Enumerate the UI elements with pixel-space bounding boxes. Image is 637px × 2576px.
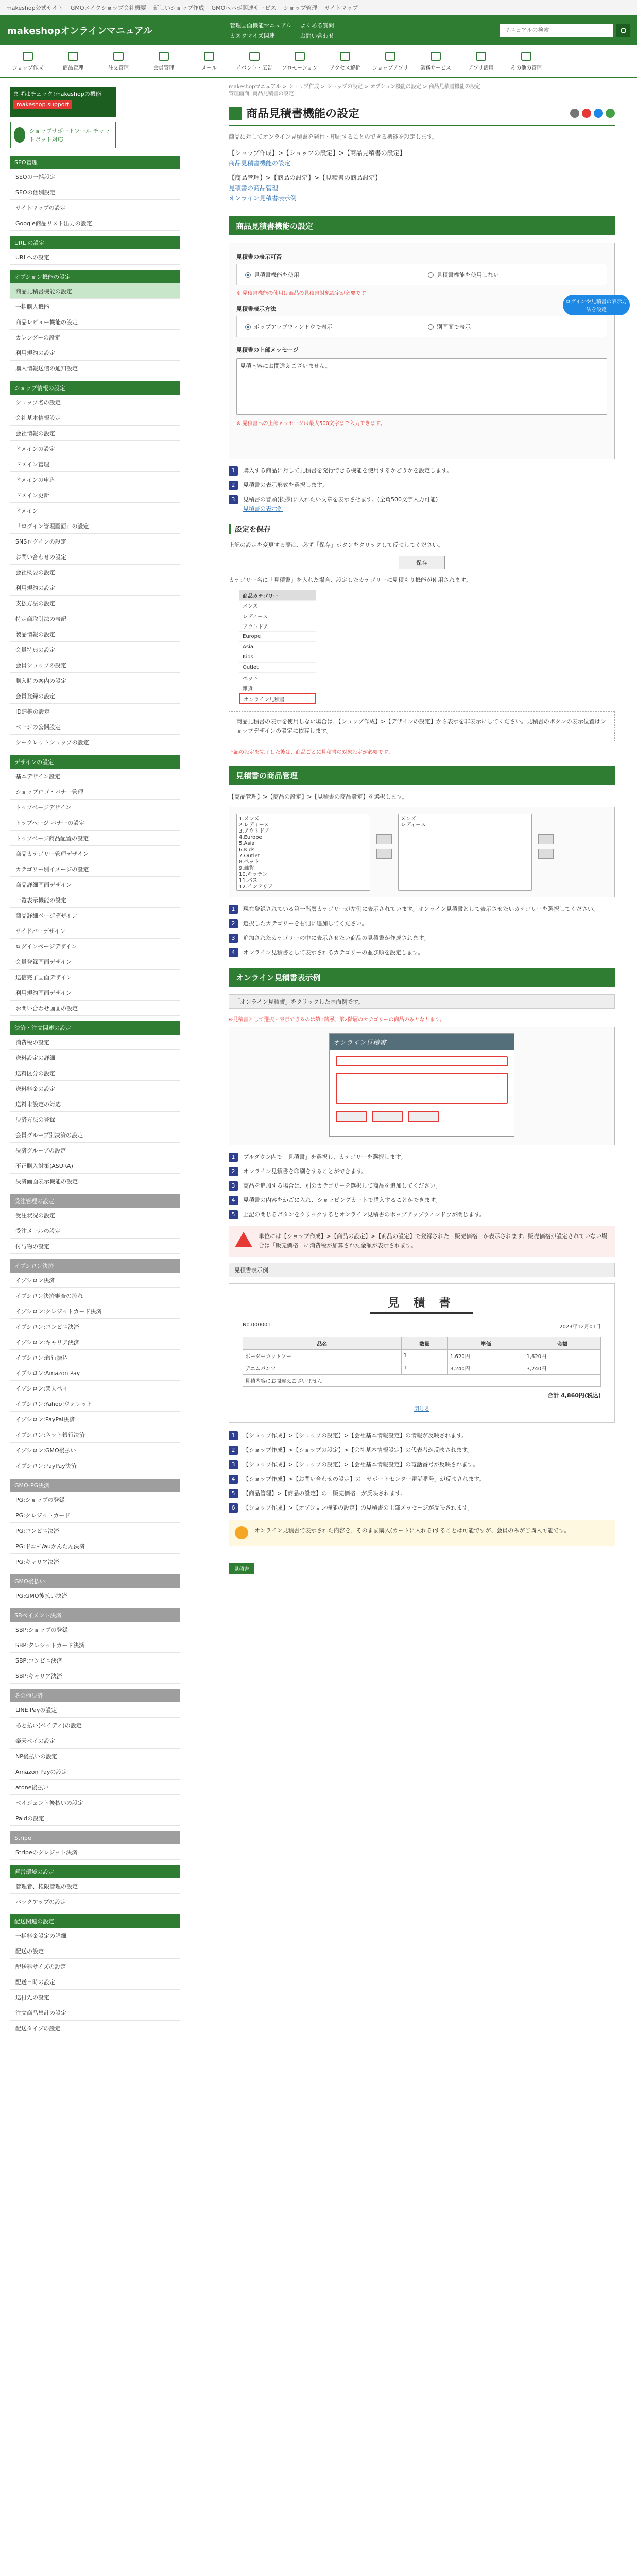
sidebar-item[interactable]: 配送料サイズの設定: [10, 1959, 180, 1974]
nav-item[interactable]: 商品管理: [50, 45, 96, 77]
example-caption: 「オンライン見積書」をクリックした画面例です。: [229, 994, 615, 1009]
sidebar-item[interactable]: Paidの設定: [10, 1810, 180, 1826]
sidebar-group-heading[interactable]: 決済・注文関連の設定: [10, 1021, 180, 1035]
nav-icon: [521, 52, 531, 61]
sidebar-group-heading[interactable]: 受注管理の設定: [10, 1194, 180, 1208]
sidebar-group-heading[interactable]: GMO後払い: [10, 1574, 180, 1588]
sidebar-item[interactable]: SBP:ショップの登録: [10, 1622, 180, 1637]
sidebar-item[interactable]: 商品カテゴリー管理デザイン: [10, 846, 180, 861]
sidebar-item[interactable]: SEOの個別設定: [10, 184, 180, 200]
sidebar-group-heading[interactable]: URL の設定: [10, 236, 180, 249]
nav-icon: [385, 52, 395, 61]
site-logo[interactable]: makeshopオンラインマニュアル: [7, 26, 153, 37]
nav-icon: [23, 52, 33, 61]
estimate-table: 品名 数量 単価 金額 ボーダーカットソー 1 1,620円 1,620円 デニムパンツ 1 3,240円 3,240円 見積内容にお間違えございません。: [243, 1337, 601, 1387]
nav-icon: [249, 52, 260, 61]
sidebar-item[interactable]: 不正購入対策(ASURA): [10, 1158, 180, 1174]
sidebar-item[interactable]: 会員登録の設定: [10, 688, 180, 704]
top-link[interactable]: GMOメイクショップ会社概要: [70, 4, 146, 11]
sidebar-item[interactable]: 会社情報の設定: [10, 426, 180, 441]
header-links: [230, 21, 334, 40]
radio-nouse[interactable]: 見積書機能を使用しない: [424, 268, 602, 281]
tag-label[interactable]: 見積書: [229, 1563, 254, 1574]
category-list: 商品カテゴリー メンズ レディース アウトドア Europe Asia Kids Outlet ペット 雑貨 オンライン見積書: [239, 590, 316, 704]
sidebar-item[interactable]: 配送日時の設定: [10, 1974, 180, 1990]
sidebar-item[interactable]: イプシロン決済: [10, 1273, 180, 1288]
sidebar-item[interactable]: 送付先の設定: [10, 1990, 180, 2005]
sidebar-item[interactable]: トップページ商品配置の設定: [10, 831, 180, 846]
sample-caption: 見積書表示例: [229, 1263, 615, 1277]
sidebar-item[interactable]: イプシロン:Yahoo!ウォレット: [10, 1396, 180, 1412]
message-textarea[interactable]: 見積内容にお間違えございません。: [236, 358, 607, 415]
list-item[interactable]: ペット: [239, 673, 316, 683]
sidebar-item[interactable]: 一覧表示機能の設定: [10, 892, 180, 908]
popup-title: オンライン見積書: [330, 1034, 514, 1050]
search-button[interactable]: [616, 24, 630, 37]
sidebar-item[interactable]: 一括料金設定の詳細: [10, 1928, 180, 1943]
save-button[interactable]: 保存: [399, 556, 445, 569]
close-link[interactable]: 閉じる: [414, 1406, 429, 1412]
breadcrumb: makeshopマニュアル > ショップ作成 > ショップの設定 > オプション機能の設定 > 商品見積書機能の設定 管理画面: 商品見積書の設定: [229, 84, 480, 97]
sidebar-item[interactable]: SBP:キャリア決済: [10, 1668, 180, 1684]
nav-icon: [476, 52, 486, 61]
sidebar-item[interactable]: 配送タイプの設定: [10, 2021, 180, 2036]
sidebar-item[interactable]: 購入時の案内の設定: [10, 673, 180, 688]
nav-item[interactable]: 会員管理: [141, 45, 186, 77]
sidebar-item[interactable]: 利用規約画面デザイン: [10, 985, 180, 1001]
sidebar-item[interactable]: 会社概要の設定: [10, 565, 180, 580]
sidebar-item[interactable]: シークレットショップの設定: [10, 735, 180, 750]
category-select-screenshot: [229, 807, 615, 897]
sidebar-group-heading[interactable]: 運営環境の設定: [10, 1865, 180, 1878]
list-item[interactable]: Outlet: [239, 663, 316, 673]
selected-category-list[interactable]: メンズ レディース: [398, 814, 532, 891]
sidebar-item[interactable]: イプシロン:ネット銀行決済: [10, 1427, 180, 1443]
sidebar-item[interactable]: 注文商品集計の設定: [10, 2005, 180, 2021]
sidebar-item[interactable]: SEOの一括設定: [10, 169, 180, 184]
sidebar-item[interactable]: 購入情報送信の通知設定: [10, 361, 180, 376]
sidebar-item[interactable]: イプシロン:GMO後払い: [10, 1443, 180, 1458]
add-to-cart-button[interactable]: [372, 1111, 403, 1122]
sidebar-item[interactable]: PG:GMO後払い決済: [10, 1588, 180, 1603]
sidebar-item[interactable]: 製品情報の設定: [10, 626, 180, 642]
sidebar-item[interactable]: PG:キャリア決済: [10, 1554, 180, 1569]
sidebar-item[interactable]: Stripeのクレジット決済: [10, 1844, 180, 1860]
title-bar: [229, 105, 615, 126]
sidebar-group-heading[interactable]: イプシロン決済: [10, 1259, 180, 1273]
nav-icon: [159, 52, 169, 61]
sidebar-item[interactable]: LINE Payの設定: [10, 1702, 180, 1718]
sidebar-item[interactable]: PG:ドコモ/auかんたん決済: [10, 1538, 180, 1554]
header-link[interactable]: よくある質問: [300, 22, 334, 29]
search-input[interactable]: [500, 24, 613, 37]
available-category-list[interactable]: 1.メンズ 2.レディース 3.アウトドア 4.Europe 5.Asia 6.Kids 7.Outlet 8.ペット 9.雑貨 10.キッチン 11.バス 12.インテリア: [236, 814, 370, 891]
share-buttons: [570, 109, 615, 118]
sidebar-item[interactable]: ショップ名の設定: [10, 395, 180, 410]
list-item[interactable]: 雑貨: [239, 683, 316, 693]
sidebar-item[interactable]: 基本デザイン設定: [10, 769, 180, 784]
sidebar-item[interactable]: 受注メールの設定: [10, 1223, 180, 1239]
sidebar-item[interactable]: 付与物の設定: [10, 1239, 180, 1254]
sidebar-item[interactable]: SBP:クレジットカード決済: [10, 1637, 180, 1653]
step-list: 1 購入する商品に対して見積書を発行できる機能を使用するかどうかを設定します。 2 見積書の表示形式を選択します。 3 見積書の冒頭(挨拶)に入れたい文章を表示させます。(全角500文字入力可能) 見積書の表示例: [229, 466, 615, 514]
nav-item[interactable]: イベント・広告: [232, 45, 277, 77]
sidebar-item[interactable]: ドメイン管理: [10, 456, 180, 472]
radio-dot: [245, 324, 251, 330]
sidebar-item[interactable]: 利用規約の設定: [10, 345, 180, 361]
table-of-contents: 【ショップ作成】>【ショップの設定】>【商品見積書の設定】 商品見積書機能の設定 【商品管理】>【商品の設定】>【見積書の商品設定】 見積書の商品管理 オンライン見積書表示例: [229, 148, 615, 204]
list-item[interactable]: Europe: [239, 632, 316, 642]
sidebar: [10, 83, 180, 2036]
sidebar-item[interactable]: SBP:コンビニ決済: [10, 1653, 180, 1668]
sidebar-groups: [10, 156, 180, 2036]
sidebar-group-heading[interactable]: デザインの設定: [10, 755, 180, 769]
move-up-button[interactable]: [538, 834, 554, 844]
toc-link[interactable]: 商品見積書機能の設定: [229, 160, 291, 167]
sidebar-item[interactable]: 会社基本情報設定: [10, 410, 180, 426]
sidebar-item[interactable]: 配送の設定: [10, 1943, 180, 1959]
radio-dot: [428, 324, 434, 330]
main-nav: [0, 45, 637, 78]
warning-icon: [235, 1232, 252, 1247]
sidebar-item[interactable]: イプシロン:PayPal決済: [10, 1412, 180, 1427]
chatbot-banner[interactable]: ショップサポートツール チャットボット対応: [10, 122, 116, 148]
usage-radio-group: [236, 264, 607, 285]
sidebar-item[interactable]: ドメインの設定: [10, 441, 180, 456]
nav-item[interactable]: その他の管理: [504, 45, 549, 77]
sidebar-item[interactable]: ドメイン: [10, 503, 180, 518]
top-link[interactable]: GMOペパボ関連サービス: [211, 4, 277, 11]
sidebar-item[interactable]: イプシロン:楽天ペイ: [10, 1381, 180, 1396]
main-content: makeshopマニュアル > ショップ作成 > ショップの設定 > オプション機能の設定 > 商品見積書機能の設定 管理画面: 商品見積書の設定 商品見積書機能の設定 商品に対してオンライン見積書を発行・印刷することのできる機能を設定します。 【ショップ作成】>【ショップの設定】>【商品見積書の設定】 商品見積書機能の設定 【商品管理】>【商品の設定】>【見積書の商品設定】 見積書の商品管理 オンライン見積書表示例 商品見積書機能の設定 見積書の表示可否 見積書機能を使用 見積書機能を使用しない ※ 見積書機能の使用は商品の見積書対象設定が必要です。 見積書表示方法 ポップアップウィンドウで表示 別画面で表示 ログインや見積書の表示方法を設定 見積書の上部メッセージ 見積内容にお間違えございません。 ※ 見積書への上部メッセージは最大500文字まで入力できます。 1 購入する商品に対して見積書を発行できる機能を使用するかどうかを設定します。 2 見積書の表示形式を選択します。 3 見積書の冒頭(挨拶)に入れたい文章を表示させます。(全角500文字入力可能) 見積書の表示例 設定を保存 上記の設定を変更する際は、必ず「保存」ボタンをクリックして反映してください。 保存 カテゴリー名に「見積書」を入れた場合、設定したカテゴリーに見積もり機能が使用されます。 商品カテゴリー メンズ レディース アウトドア Europe Asia Kids Outlet ペット 雑貨 オンライン見積書 商品見積書の表示を使用しない場合は、【ショップ作成】>【デザインの設定】から表示を非表示にしてください。見積書のボタンの表示位置はショップデザインの設定に依存します。 上記の設定を完了した後は、商品ごとに見積書の対象設定が必要です。 見積書の商品管理 【商品管理】>【商品の設定】>【見積書の商品設定】を選択します。 1.メンズ 2.レディース 3.アウトドア 4.Europe 5.Asia 6.Kids 7.Outlet 8.ペット 9.雑貨 10.キッチン 11.バス 12.インテリア メンズ レディース 1 現在登録されている第一階層カテゴリーが左側に表示されています。オンライン見積書として表示させたいカテゴリーを選択してください。 2 選択したカテゴリーを右側に追加してください。 3 追加されたカテゴリーの中に表示させたい商品の見積書が作成されます。 4 オンライン見積書として表示されるカテゴリーの並び順を設定します。 オンライン見積書表示例 「オンライン見積書」をクリックした画面例です。 ※見積書として選択・表示できるのは第1階層、第2階層のカテゴリーの商品のみとなります。 オンライン見積書 1 プルダウン内で「見積書」を選択し、カテゴリーを選択します。 2 オンライン見積書を印刷をすることができます。 3 商品を追加する場合は、別のカテゴリーを選択して商品を追加してください。 4 見積書の内容をかごに入れ、ショッピングカートで購入することができます。 5 上記の閉じるボタンをクリックするとオンライン見積書のポップアップウィンドウが閉じます。 単位には【ショップ作成】>【商品の設定】>【商品の設定】で登録された「販売価格」が表示されます。販売価格が設定されていない場合は「販売価格」に消費税が加算された金額が表示されます。 見積書表示例 見 積 書 No.000001 2023年12月01日 品名 数量 単価 金額 ボーダーカットソー 1 1,620円 1,620円 デニムパンツ 1 3,240円 3,240円 見積内容にお間違えございません。 合計 4,860円(税込) 閉じる 1 【ショップ作成】>【ショップの設定】>【会社基本情報設定】の情報が反映されます。 2 【ショップ作成】>【ショップの設定】>【会社基本情報設定】の代表者が反映されます。 3 【ショップ作成】>【ショップの設定】>【会社基本情報設定】の電話番号が反映されます。 4 【ショップ作成】>【お問い合わせの設定】の「サポートセンター電話番号」が反映されます。 5 【商品管理】>【商品の設定】の「販売価格」が反映されます。 6 【ショップ作成】>【オプション機能の設定】の見積書の上部メッセージが反映されます。 オンライン見積書で表示された内容を、そのまま購入(カートに入れる)することは可能ですが、会員のみがご購入可能です。 見積書: [229, 83, 615, 2036]
print-icon[interactable]: [570, 109, 579, 118]
category-dropdown[interactable]: [336, 1056, 508, 1066]
sidebar-item[interactable]: PG:クレジットカード: [10, 1507, 180, 1523]
estimate-sample: 見 積 書 No.000001 2023年12月01日 品名 数量 単価 金額 ボーダーカットソー 1 1,620円 1,620円 デニムパンツ 1 3,240円 3,240円 見積内容にお間違えございません。 合計 4,860円(税込) 閉じる: [229, 1283, 615, 1423]
lightbulb-icon: [235, 1526, 248, 1539]
section-heading: 見積書の商品管理: [229, 766, 615, 785]
sidebar-item[interactable]: 送料区分の設定: [10, 1065, 180, 1081]
sidebar-group-heading[interactable]: Stripe: [10, 1831, 180, 1844]
share-icon[interactable]: [582, 109, 591, 118]
step-list: 1 プルダウン内で「見積書」を選択し、カテゴリーを選択します。 2 オンライン見積書を印刷をすることができます。 3 商品を追加する場合は、別のカテゴリーを選択して商品を追加してください。 4 見積書の内容をかごに入れ、ショッピングカートで購入することができます。 5 上記の閉じるボタンをクリックするとオンライン見積書のポップアップウィンドウが閉じます。: [229, 1153, 615, 1219]
radio-dot: [245, 272, 251, 278]
close-button[interactable]: [408, 1111, 439, 1122]
header-link[interactable]: 管理画面機能マニュアル: [230, 22, 292, 29]
sidebar-item[interactable]: ペイジェント後払いの設定: [10, 1795, 180, 1810]
header-search: [500, 24, 630, 37]
info-box: 商品見積書の表示を使用しない場合は、【ショップ作成】>【デザインの設定】から表示を非表示にしてください。見積書のボタンの表示位置はショップデザインの設定に依存します。: [229, 711, 615, 741]
sidebar-item[interactable]: PG:コンビニ決済: [10, 1523, 180, 1538]
sidebar-item[interactable]: URLへの設定: [10, 249, 180, 265]
chatbot-icon: [14, 127, 25, 143]
sidebar-item[interactable]: トップページ バナーの設定: [10, 815, 180, 831]
page-title: 商品見積書機能の設定: [246, 108, 360, 121]
sidebar-item[interactable]: 会員グループ別決済の設定: [10, 1127, 180, 1143]
list-item[interactable]: Asia: [239, 642, 316, 652]
settings-screenshot: 見積書の表示可否 見積書機能を使用 見積書機能を使用しない ※ 見積書機能の使用は商品の見積書対象設定が必要です。 見積書表示方法 ポップアップウィンドウで表示 別画面で表示 ログインや見積書の表示方法を設定 見積書の上部メッセージ 見積内容にお間違えございません。 ※ 見積書への上部メッセージは最大500文字まで入力できます。: [229, 243, 615, 459]
sidebar-item[interactable]: 送料料金の設定: [10, 1081, 180, 1096]
sidebar-item[interactable]: 支払方法の設定: [10, 596, 180, 611]
section-heading: 商品見積書機能の設定: [229, 216, 615, 235]
toc-link[interactable]: 見積書の商品管理: [229, 184, 279, 192]
top-link[interactable]: ショップ管理: [283, 4, 318, 11]
sidebar-item[interactable]: 決済画面表示機能の設定: [10, 1174, 180, 1189]
page-title-icon: [229, 107, 242, 120]
sidebar-item[interactable]: カレンダーの設定: [10, 330, 180, 345]
top-link[interactable]: 新しいショップ作成: [153, 4, 204, 11]
nav-item[interactable]: 注文管理: [96, 45, 141, 77]
sidebar-item[interactable]: ドメイン更新: [10, 487, 180, 503]
sidebar-item[interactable]: 決済方法の登録: [10, 1112, 180, 1127]
step-list: 1 現在登録されている第一階層カテゴリーが左側に表示されています。オンライン見積書として表示させたいカテゴリーを選択してください。 2 選択したカテゴリーを右側に追加してください。 3 追加されたカテゴリーの中に表示させたい商品の見積書が作成されます。 4 オンライン見積書として表示されるカテゴリーの並び順を設定します。: [229, 905, 615, 957]
share-icon[interactable]: [594, 109, 603, 118]
sidebar-item[interactable]: イプシロン:クレジットカード決済: [10, 1303, 180, 1319]
list-item-selected[interactable]: オンライン見積書: [239, 693, 316, 704]
sidebar-group-heading[interactable]: GMO-PG決済: [10, 1479, 180, 1492]
nav-item[interactable]: メール: [186, 45, 232, 77]
sidebar-item[interactable]: お問い合わせの設定: [10, 549, 180, 565]
toc-link[interactable]: オンライン見積書表示例: [229, 195, 297, 202]
radio-dot: [428, 272, 434, 278]
sidebar-item[interactable]: 送料設定の詳細: [10, 1050, 180, 1065]
top-link[interactable]: makeshop公式サイト: [6, 4, 63, 11]
nav-icon: [431, 52, 441, 61]
section-heading: オンライン見積書表示例: [229, 968, 615, 987]
sidebar-item[interactable]: PG:ショップの登録: [10, 1492, 180, 1507]
nav-icon: [204, 52, 214, 61]
estimate-total: 合計 4,860円(税込): [547, 1392, 601, 1399]
top-utility-strip: [0, 0, 637, 15]
sidebar-item[interactable]: サイトマップの設定: [10, 200, 180, 215]
list-item[interactable]: メンズ: [239, 601, 316, 611]
sidebar-item[interactable]: 商品レビュー機能の設定: [10, 314, 180, 330]
sidebar-group-heading[interactable]: オプション機能の設定: [10, 270, 180, 283]
sidebar-item[interactable]: イプシロン決済審査の流れ: [10, 1288, 180, 1303]
estimate-title: 見 積 書: [370, 1294, 473, 1314]
nav-icon: [113, 52, 124, 61]
table-row: デニムパンツ 1 3,240円 3,240円: [243, 1362, 601, 1375]
sidebar-item[interactable]: あと払い(ペイディ)の設定: [10, 1718, 180, 1733]
sidebar-item[interactable]: 会員ショップの設定: [10, 657, 180, 673]
sidebar-item[interactable]: Google商品リスト出力の設定: [10, 215, 180, 231]
nav-icon: [295, 52, 305, 61]
sidebar-item[interactable]: Amazon Payの設定: [10, 1764, 180, 1780]
sidebar-group-heading[interactable]: ショップ情報の設定: [10, 381, 180, 395]
sidebar-item[interactable]: 受注状況の設定: [10, 1208, 180, 1223]
sidebar-item[interactable]: 送料未設定の対応: [10, 1096, 180, 1112]
sidebar-item[interactable]: ページの公開設定: [10, 719, 180, 735]
sidebar-item[interactable]: ショップロゴ・バナー管理: [10, 784, 180, 800]
search-icon: [621, 28, 626, 33]
sidebar-item[interactable]: 商品詳細ページデザイン: [10, 908, 180, 923]
table-row: ボーダーカットソー 1 1,620円 1,620円: [243, 1350, 601, 1362]
sidebar-item[interactable]: atone後払い: [10, 1780, 180, 1795]
print-button[interactable]: [336, 1111, 367, 1122]
nav-item[interactable]: プロモーション: [277, 45, 322, 77]
top-link[interactable]: サイトマップ: [324, 4, 358, 11]
list-item[interactable]: アウトドア: [239, 621, 316, 632]
radio-page[interactable]: 別画面で表示: [424, 320, 602, 333]
tip-box: オンライン見積書で表示された内容を、そのまま購入(カートに入れる)することは可能ですが、会員のみがご購入可能です。: [229, 1520, 615, 1546]
sidebar-item[interactable]: バックアップの設定: [10, 1894, 180, 1909]
sidebar-item[interactable]: 特定商取引法の表記: [10, 611, 180, 626]
share-icon[interactable]: [606, 109, 615, 118]
remove-arrow-button[interactable]: [376, 849, 392, 859]
sidebar-item[interactable]: サイドバーデザイン: [10, 923, 180, 939]
list-item[interactable]: Kids: [239, 652, 316, 663]
sidebar-item[interactable]: 会員登録画面デザイン: [10, 954, 180, 970]
sidebar-item[interactable]: イプシロン:銀行振込: [10, 1350, 180, 1365]
header-link[interactable]: お問い合わせ: [300, 32, 334, 39]
sidebar-item[interactable]: 決済グループの設定: [10, 1143, 180, 1158]
sidebar-item[interactable]: 消費税の設定: [10, 1035, 180, 1050]
move-down-button[interactable]: [538, 849, 554, 859]
nav-item[interactable]: アプリ活用: [458, 45, 504, 77]
sidebar-item[interactable]: NP後払いの設定: [10, 1749, 180, 1764]
estimate-message: 見積内容にお間違えございません。: [243, 1375, 601, 1387]
nav-item[interactable]: 業務サービス: [413, 45, 458, 77]
radio-popup[interactable]: ポップアップウィンドウで表示: [241, 320, 420, 333]
sidebar-item[interactable]: ログインページデザイン: [10, 939, 180, 954]
sidebar-item[interactable]: イプシロン:Amazon Pay: [10, 1365, 180, 1381]
sidebar-group-heading[interactable]: 配送関連の設定: [10, 1914, 180, 1928]
sidebar-item[interactable]: イプシロン:コンビニ決済: [10, 1319, 180, 1334]
warning-box: 単位には【ショップ作成】>【商品の設定】>【商品の設定】で登録された「販売価格」が表示されます。販売価格が設定されていない場合は「販売価格」に消費税が加算された金額が表示されます。: [229, 1226, 615, 1257]
nav-icon: [340, 52, 350, 61]
feature-banner[interactable]: まずはチェック!makeshopの機能 makeshop support: [10, 87, 116, 117]
callout-badge: ログインや見積書の表示方法を設定: [563, 295, 630, 315]
sidebar-item[interactable]: 商品詳細画面デザイン: [10, 877, 180, 892]
sidebar-item[interactable]: SNSログインの設定: [10, 534, 180, 549]
sidebar-item[interactable]: イプシロン:PayPay決済: [10, 1458, 180, 1473]
sidebar-item[interactable]: トップページデザイン: [10, 800, 180, 815]
sidebar-item[interactable]: カテゴリー別イメージの設定: [10, 861, 180, 877]
display-radio-group: [236, 316, 607, 337]
add-arrow-button[interactable]: [376, 834, 392, 844]
sidebar-item[interactable]: ドメインの申込: [10, 472, 180, 487]
popup-screenshot: [229, 1027, 615, 1145]
step-list: 1 【ショップ作成】>【ショップの設定】>【会社基本情報設定】の情報が反映されます。 2 【ショップ作成】>【ショップの設定】>【会社基本情報設定】の代表者が反映されます。 3 【ショップ作成】>【ショップの設定】>【会社基本情報設定】の電話番号が反映されます。 4 【ショップ作成】>【お問い合わせの設定】の「サポートセンター電話番号」が反映されます。 5 【商品管理】>【商品の設定】の「販売価格」が反映されます。 6 【ショップ作成】>【オプション機能の設定】の見積書の上部メッセージが反映されます。: [229, 1431, 615, 1513]
nav-item[interactable]: ショップ作成: [5, 45, 50, 77]
nav-icon: [68, 52, 78, 61]
subsection-heading: 設定を保存: [229, 524, 615, 534]
sidebar-item[interactable]: 商品見積書機能の設定: [10, 283, 180, 299]
sidebar-item[interactable]: 送信完了画面デザイン: [10, 970, 180, 985]
sidebar-item[interactable]: 利用規約の設定: [10, 580, 180, 596]
site-header: [0, 15, 637, 45]
sidebar-group-heading[interactable]: その他決済: [10, 1689, 180, 1702]
product-list[interactable]: [336, 1073, 508, 1104]
page-lead: 商品に対してオンライン見積書を発行・印刷することのできる機能を設定します。: [229, 133, 438, 140]
sidebar-item[interactable]: 「ログイン管理画面」の設定: [10, 518, 180, 534]
sidebar-item[interactable]: 一括購入機能: [10, 299, 180, 314]
radio-use[interactable]: 見積書機能を使用: [241, 268, 420, 281]
sidebar-item[interactable]: 会員特典の設定: [10, 642, 180, 657]
sidebar-item[interactable]: お問い合わせ画面の設定: [10, 1001, 180, 1016]
header-link[interactable]: カスタマイズ関連: [230, 32, 275, 39]
sidebar-item[interactable]: イプシロン:キャリア決済: [10, 1334, 180, 1350]
example-link[interactable]: 見積書の表示例: [243, 505, 283, 512]
sidebar-group-heading[interactable]: SBペイメント決済: [10, 1608, 180, 1622]
nav-item[interactable]: アクセス解析: [322, 45, 368, 77]
list-item[interactable]: レディース: [239, 611, 316, 621]
sidebar-item[interactable]: ID連携の設定: [10, 704, 180, 719]
sidebar-group-heading[interactable]: SEO管理: [10, 156, 180, 169]
sidebar-item[interactable]: 管理者、権限管理の設定: [10, 1878, 180, 1894]
nav-item[interactable]: ショップアプリ: [368, 45, 413, 77]
sidebar-item[interactable]: 楽天ペイの設定: [10, 1733, 180, 1749]
